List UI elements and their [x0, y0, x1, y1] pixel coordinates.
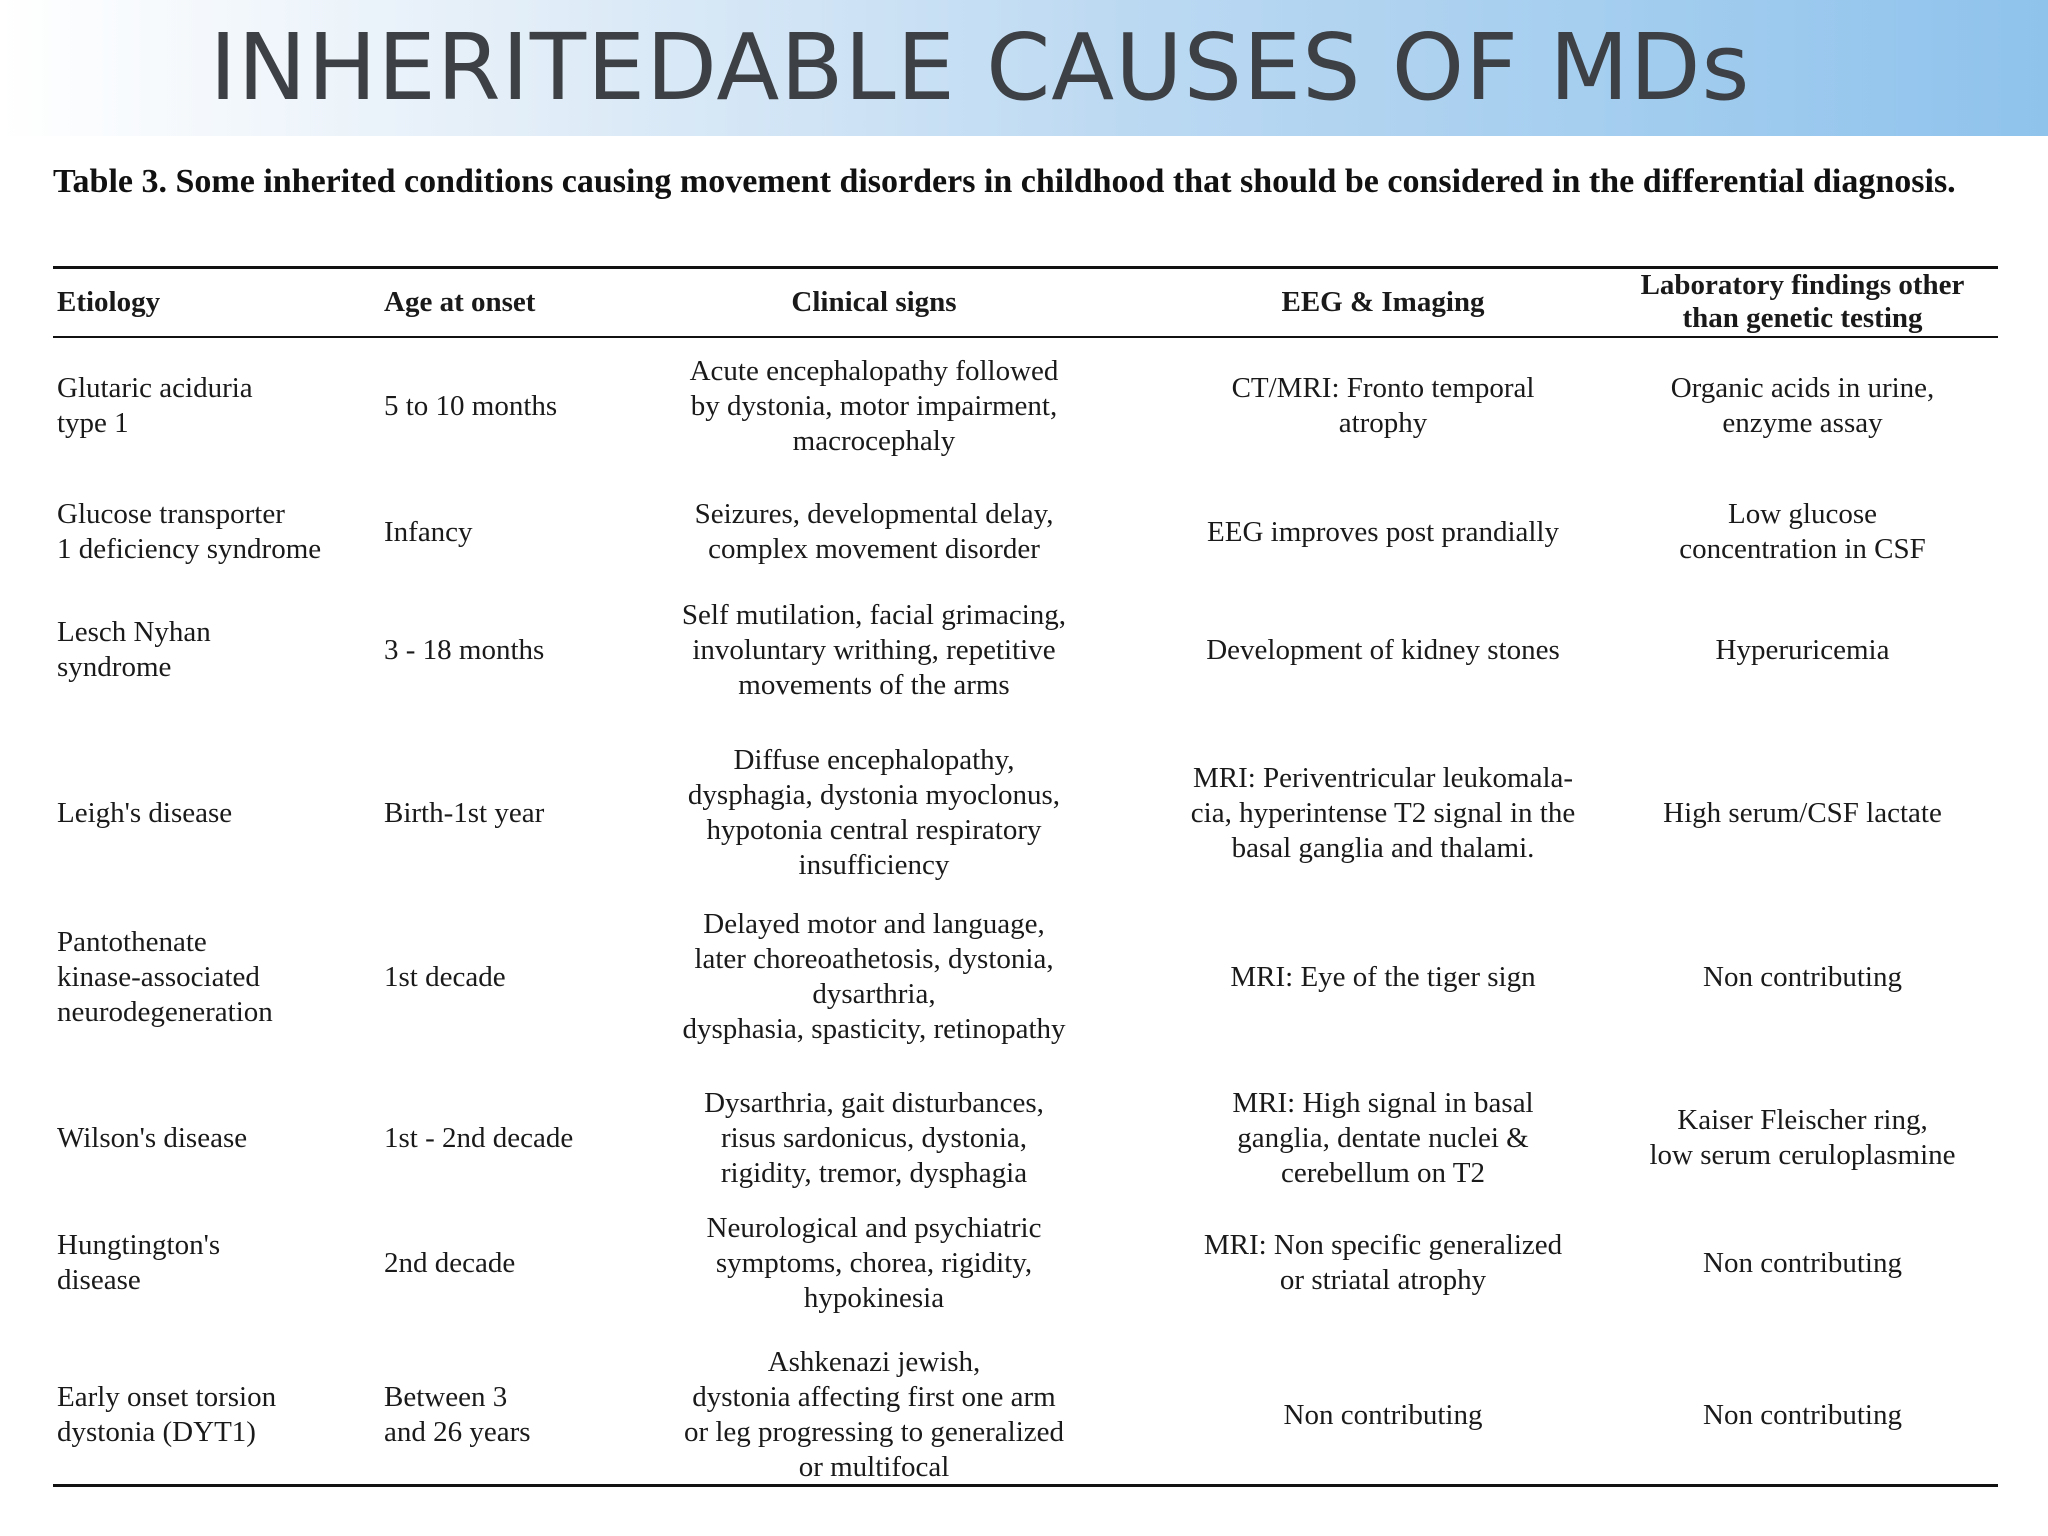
cell-lab: Kaiser Fleischer ring, low serum ceruloplasmine: [1649, 1104, 1956, 1171]
cell-eeg: EEG improves post prandially: [1207, 515, 1559, 548]
cell-clinical: Ashkenazi jewish, dystonia affecting first one arm or leg progressing to generalized or multifocal: [683, 1346, 1065, 1483]
cell-clinical: Diffuse encephalopathy, dysphagia, dystonia myoclonus, hypotonia central respiratory insufficiency: [687, 744, 1061, 881]
table-row: [0, 1209, 2048, 1317]
header-eeg-imaging: EEG & Imaging: [1281, 285, 1485, 318]
table-header-rule: [53, 336, 1998, 338]
cell-etiology: Lesch Nyhan syndrome: [57, 616, 211, 683]
cell-age: 3 - 18 months: [384, 633, 545, 666]
cell-eeg: CT/MRI: Fronto temporal atrophy: [1231, 372, 1535, 439]
cell-etiology: Pantothenate kinase-associated neurodegeneration: [57, 925, 273, 1028]
cell-eeg: Development of kidney stones: [1206, 633, 1560, 666]
table-row: [0, 1344, 2048, 1486]
cell-clinical: Acute encephalopathy followed by dystonia, motor impairment, macrocephaly: [689, 354, 1059, 457]
cell-age: Infancy: [384, 515, 473, 548]
cell-etiology: Wilson's disease: [57, 1121, 248, 1154]
header-etiology: Etiology: [57, 285, 161, 318]
cell-clinical: Seizures, developmental delay, complex movement disorder: [694, 498, 1054, 565]
cell-etiology: Glutaric aciduria type 1: [57, 372, 253, 439]
cell-lab: Hyperuricemia: [1715, 633, 1890, 666]
cell-age: Between 3 and 26 years: [384, 1381, 531, 1448]
table-row: [0, 352, 2048, 460]
cell-clinical: Neurological and psychiatric symptoms, chorea, rigidity, hypokinesia: [706, 1211, 1042, 1314]
cell-eeg: Non contributing: [1283, 1398, 1483, 1431]
table-row: [0, 492, 2048, 572]
cell-clinical: Self mutilation, facial grimacing, involuntary writhing, repetitive movements of the arms: [681, 598, 1067, 701]
cell-lab: Low glucose concentration in CSF: [1679, 498, 1926, 565]
cell-age: 2nd decade: [384, 1246, 516, 1279]
cell-age: 5 to 10 months: [384, 389, 558, 422]
cell-clinical: Dysarthria, gait disturbances, risus sardonicus, dystonia, rigidity, tremor, dysphagia: [704, 1086, 1044, 1189]
cell-age: 1st - 2nd decade: [384, 1121, 574, 1154]
cell-eeg: MRI: Non specific generalized or striatal atrophy: [1203, 1229, 1563, 1296]
cell-etiology: Early onset torsion dystonia (DYT1): [57, 1381, 277, 1448]
cell-lab: Non contributing: [1703, 1398, 1902, 1431]
cell-etiology: Hungtington's disease: [57, 1229, 221, 1296]
cell-eeg: MRI: Periventricular leukomala- cia, hyperintense T2 signal in the basal ganglia and thalami.: [1190, 761, 1576, 864]
header-age-at-onset: Age at onset: [384, 285, 536, 318]
header-clinical-signs: Clinical signs: [791, 285, 957, 318]
table-caption: Table 3. Some inherited conditions causing movement disorders in childhood that should be considered in the differential diagnosis.: [53, 163, 1956, 200]
table-row: [0, 742, 2048, 884]
cell-eeg: MRI: Eye of the tiger sign: [1230, 960, 1536, 993]
cell-lab: Non contributing: [1703, 1246, 1902, 1279]
cell-lab: Non contributing: [1703, 960, 1902, 993]
header-lab-findings: Laboratory findings other than genetic testing: [1640, 269, 1965, 334]
cell-age: Birth-1st year: [384, 796, 545, 829]
table-row: [0, 1084, 2048, 1192]
cell-age: 1st decade: [384, 960, 506, 993]
cell-lab: High serum/CSF lactate: [1663, 796, 1942, 829]
table-row: [0, 906, 2048, 1048]
table-bottom-rule: [53, 1484, 1998, 1487]
cell-etiology: Glucose transporter 1 deficiency syndrome: [57, 498, 322, 565]
cell-clinical: Delayed motor and language, later choreoathetosis, dystonia, dysarthria, dysphasia, spasticity, retinopathy: [682, 908, 1066, 1045]
table-row: [0, 596, 2048, 704]
cell-eeg: MRI: High signal in basal ganglia, dentate nuclei & cerebellum on T2: [1232, 1086, 1534, 1189]
cell-lab: Organic acids in urine, enzyme assay: [1670, 372, 1935, 439]
slide-title: INHERITEDABLE CAUSES OF MDs: [209, 14, 1751, 121]
cell-etiology: Leigh's disease: [57, 796, 233, 829]
